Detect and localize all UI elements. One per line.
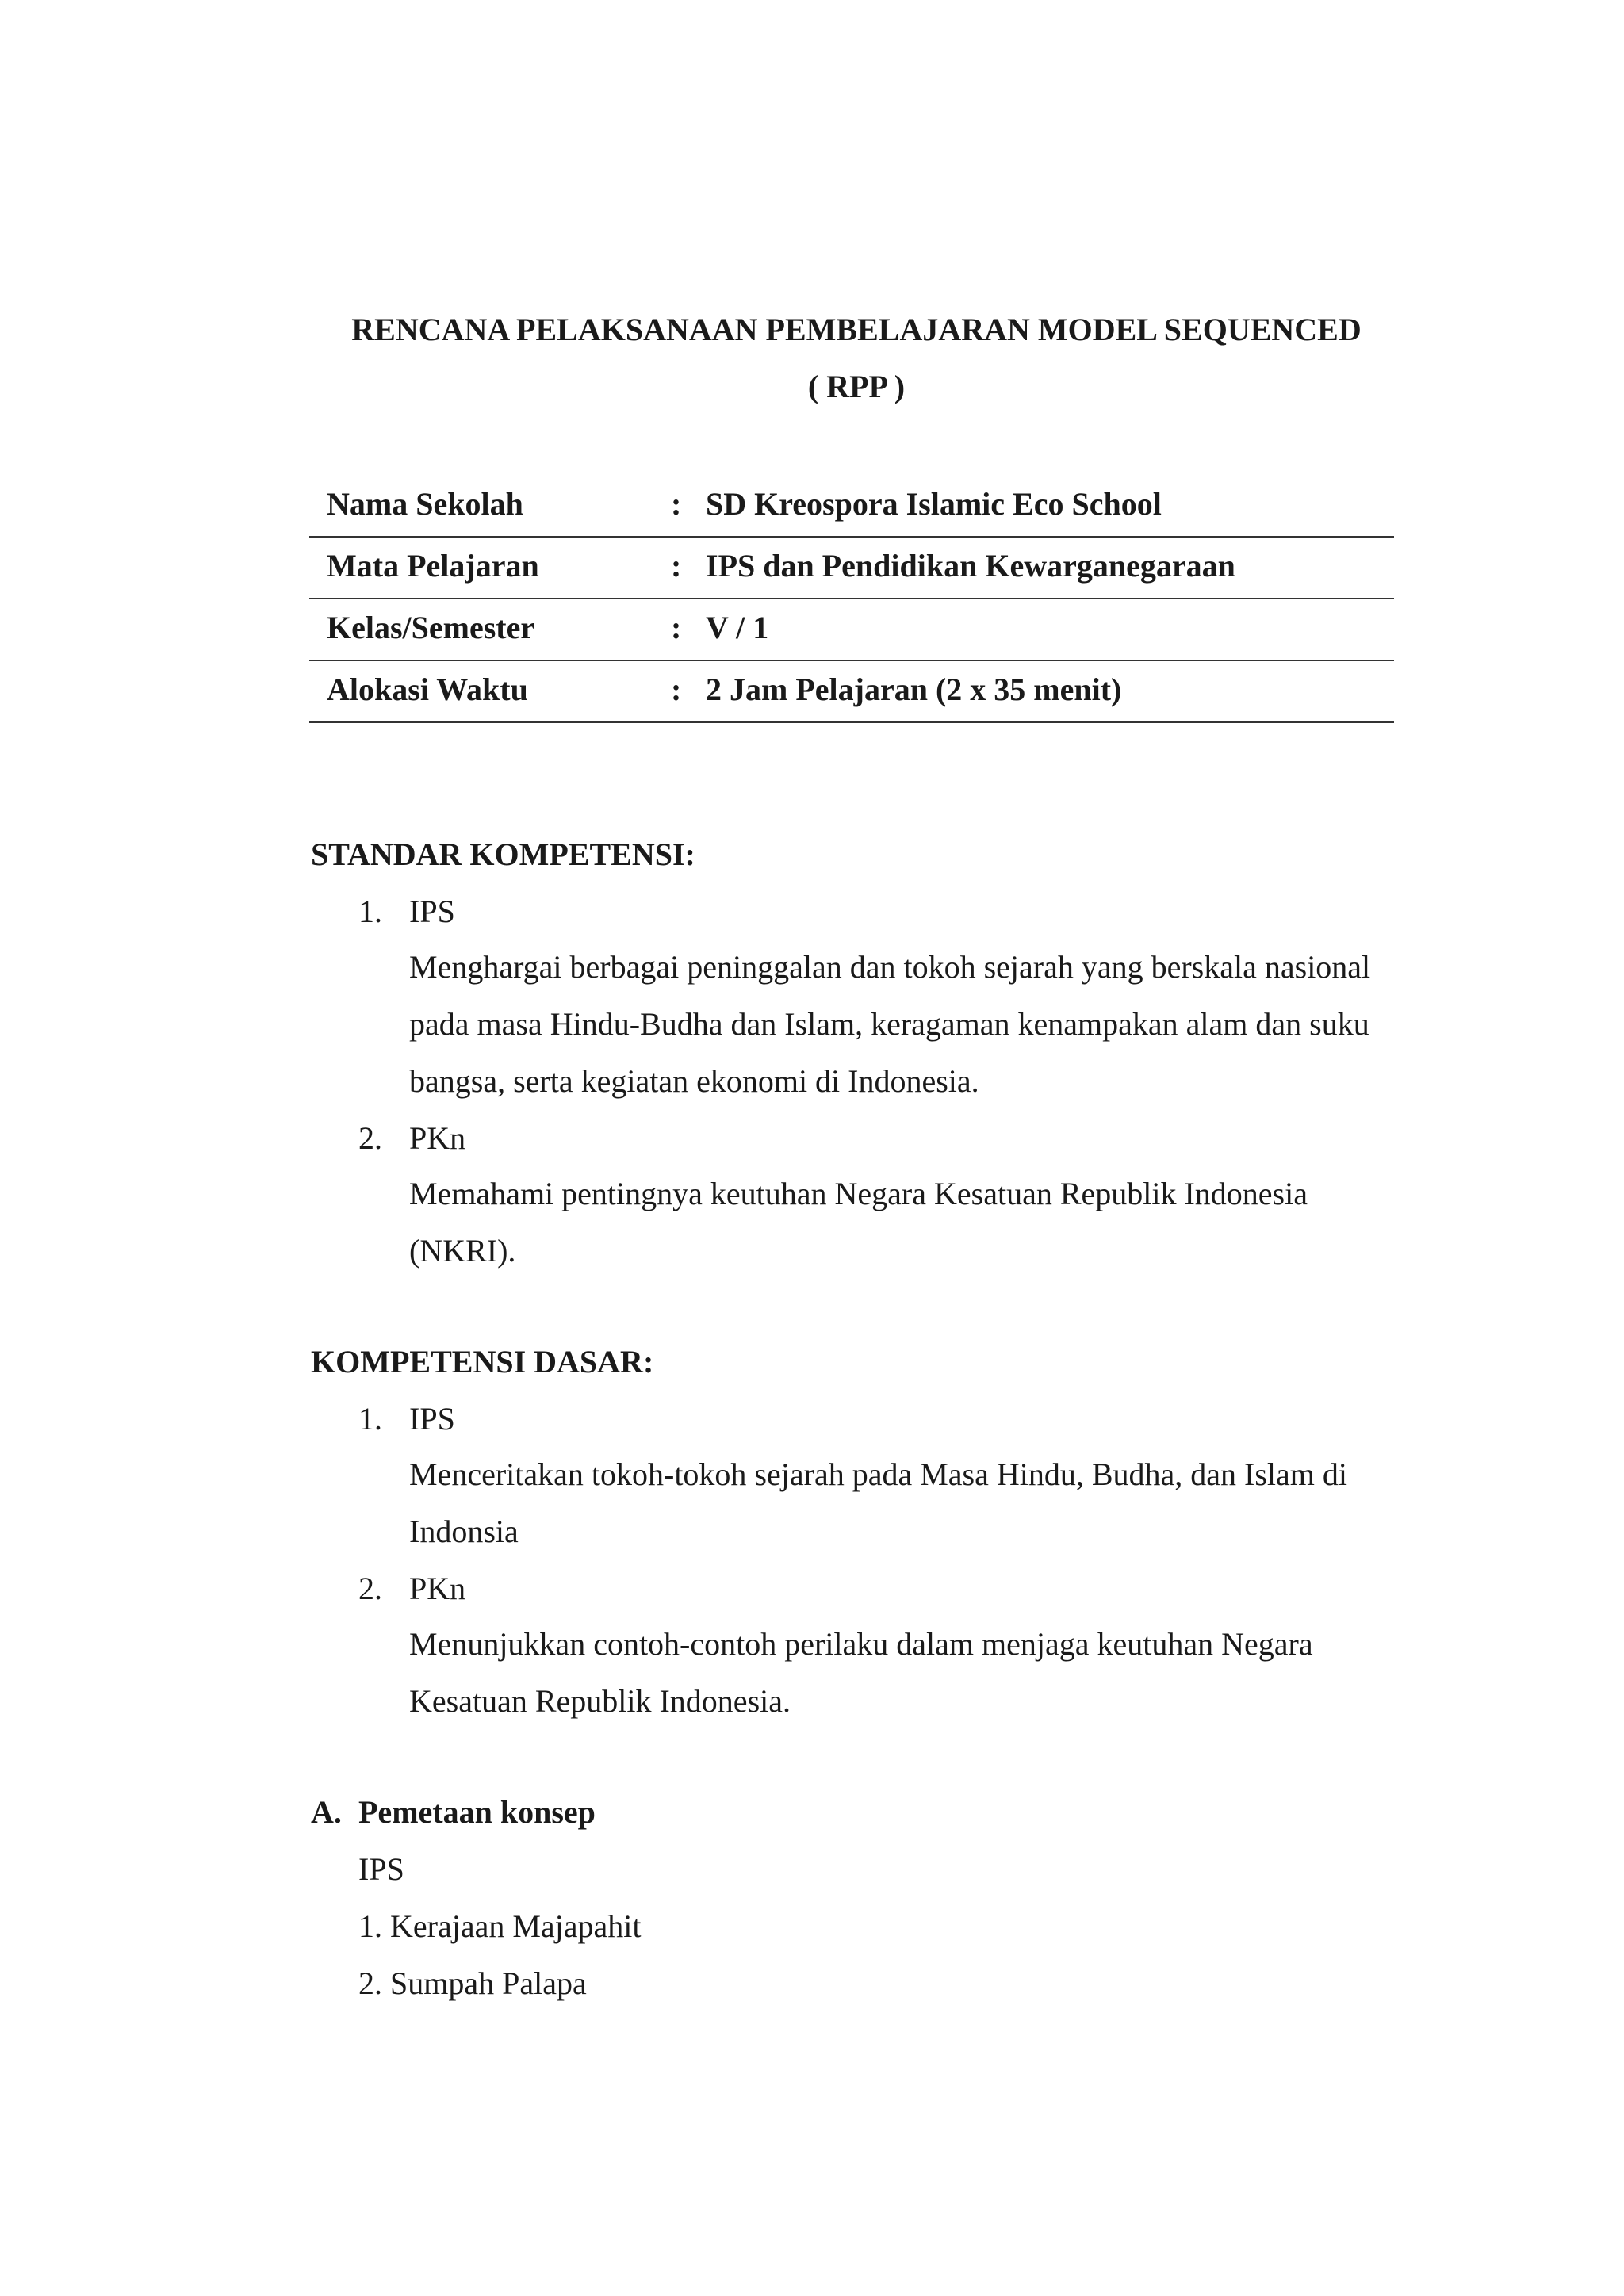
info-label: Alokasi Waktu xyxy=(327,672,528,707)
pemetaan-letter: A. xyxy=(311,1794,342,1830)
document-subtitle: ( RPP ) xyxy=(807,369,906,404)
standar-heading: STANDAR KOMPETENSI: xyxy=(311,836,695,872)
pemetaan-line-1: 1. Kerajaan Majapahit xyxy=(358,1908,642,1944)
info-label: Nama Sekolah xyxy=(327,486,523,522)
info-value: 2 Jam Pelajaran (2 x 35 menit) xyxy=(706,672,1122,707)
dasar-item-2-number: 2. xyxy=(358,1571,382,1606)
info-value: IPS dan Pendidikan Kewarganegaraan xyxy=(706,548,1235,584)
standar-item-1-body: Menghargai berbagai peninggalan dan tokoh sejarah yang berskala nasional pada masa Hindu-Budha dan Islam, keragaman kenampakan alam dan suku bangsa, serta kegiatan ekonomi di Indonesia. xyxy=(409,949,1371,1099)
info-label: Mata Pelajaran xyxy=(327,548,539,584)
standar-item-2-body: Memahami pentingnya keutuhan Negara Kesatuan Republik Indonesia (NKRI). xyxy=(409,1176,1308,1269)
pemetaan-line-2: 2. Sumpah Palapa xyxy=(358,1965,587,2001)
dasar-item-1-number: 1. xyxy=(358,1401,382,1437)
standar-item-2-number: 2. xyxy=(358,1120,382,1156)
dasar-heading: KOMPETENSI DASAR: xyxy=(311,1344,654,1380)
pemetaan-heading: Pemetaan konsep xyxy=(358,1794,596,1830)
document-title: RENCANA PELAKSANAAN PEMBELAJARAN MODEL SEQUENCED xyxy=(351,312,1362,347)
standar-item-1-title: IPS xyxy=(409,894,455,929)
info-value: V / 1 xyxy=(706,610,769,645)
info-label: Kelas/Semester xyxy=(327,610,535,645)
info-colon: : xyxy=(671,672,682,707)
dasar-item-2-title: PKn xyxy=(409,1571,466,1606)
info-table xyxy=(309,476,1394,723)
dasar-item-2-body: Menunjukkan contoh-contoh perilaku dalam menjaga keutuhan Negara Kesatuan Republik Indonesia. xyxy=(409,1626,1313,1719)
info-row-class xyxy=(309,599,1394,661)
pemetaan-subject: IPS xyxy=(358,1851,404,1887)
info-colon: : xyxy=(671,610,682,645)
info-colon: : xyxy=(671,548,682,584)
dasar-item-1-title: IPS xyxy=(409,1401,455,1437)
dasar-item-1-body: Menceritakan tokoh-tokoh sejarah pada Masa Hindu, Budha, dan Islam di Indonsia xyxy=(409,1456,1348,1549)
info-value: SD Kreospora Islamic Eco School xyxy=(706,486,1162,522)
standar-item-1-number: 1. xyxy=(358,894,382,929)
info-row-subject xyxy=(309,538,1394,599)
info-colon: : xyxy=(671,486,682,522)
info-row-school xyxy=(309,476,1394,538)
standar-item-2-title: PKn xyxy=(409,1120,466,1156)
info-row-time xyxy=(309,661,1394,723)
